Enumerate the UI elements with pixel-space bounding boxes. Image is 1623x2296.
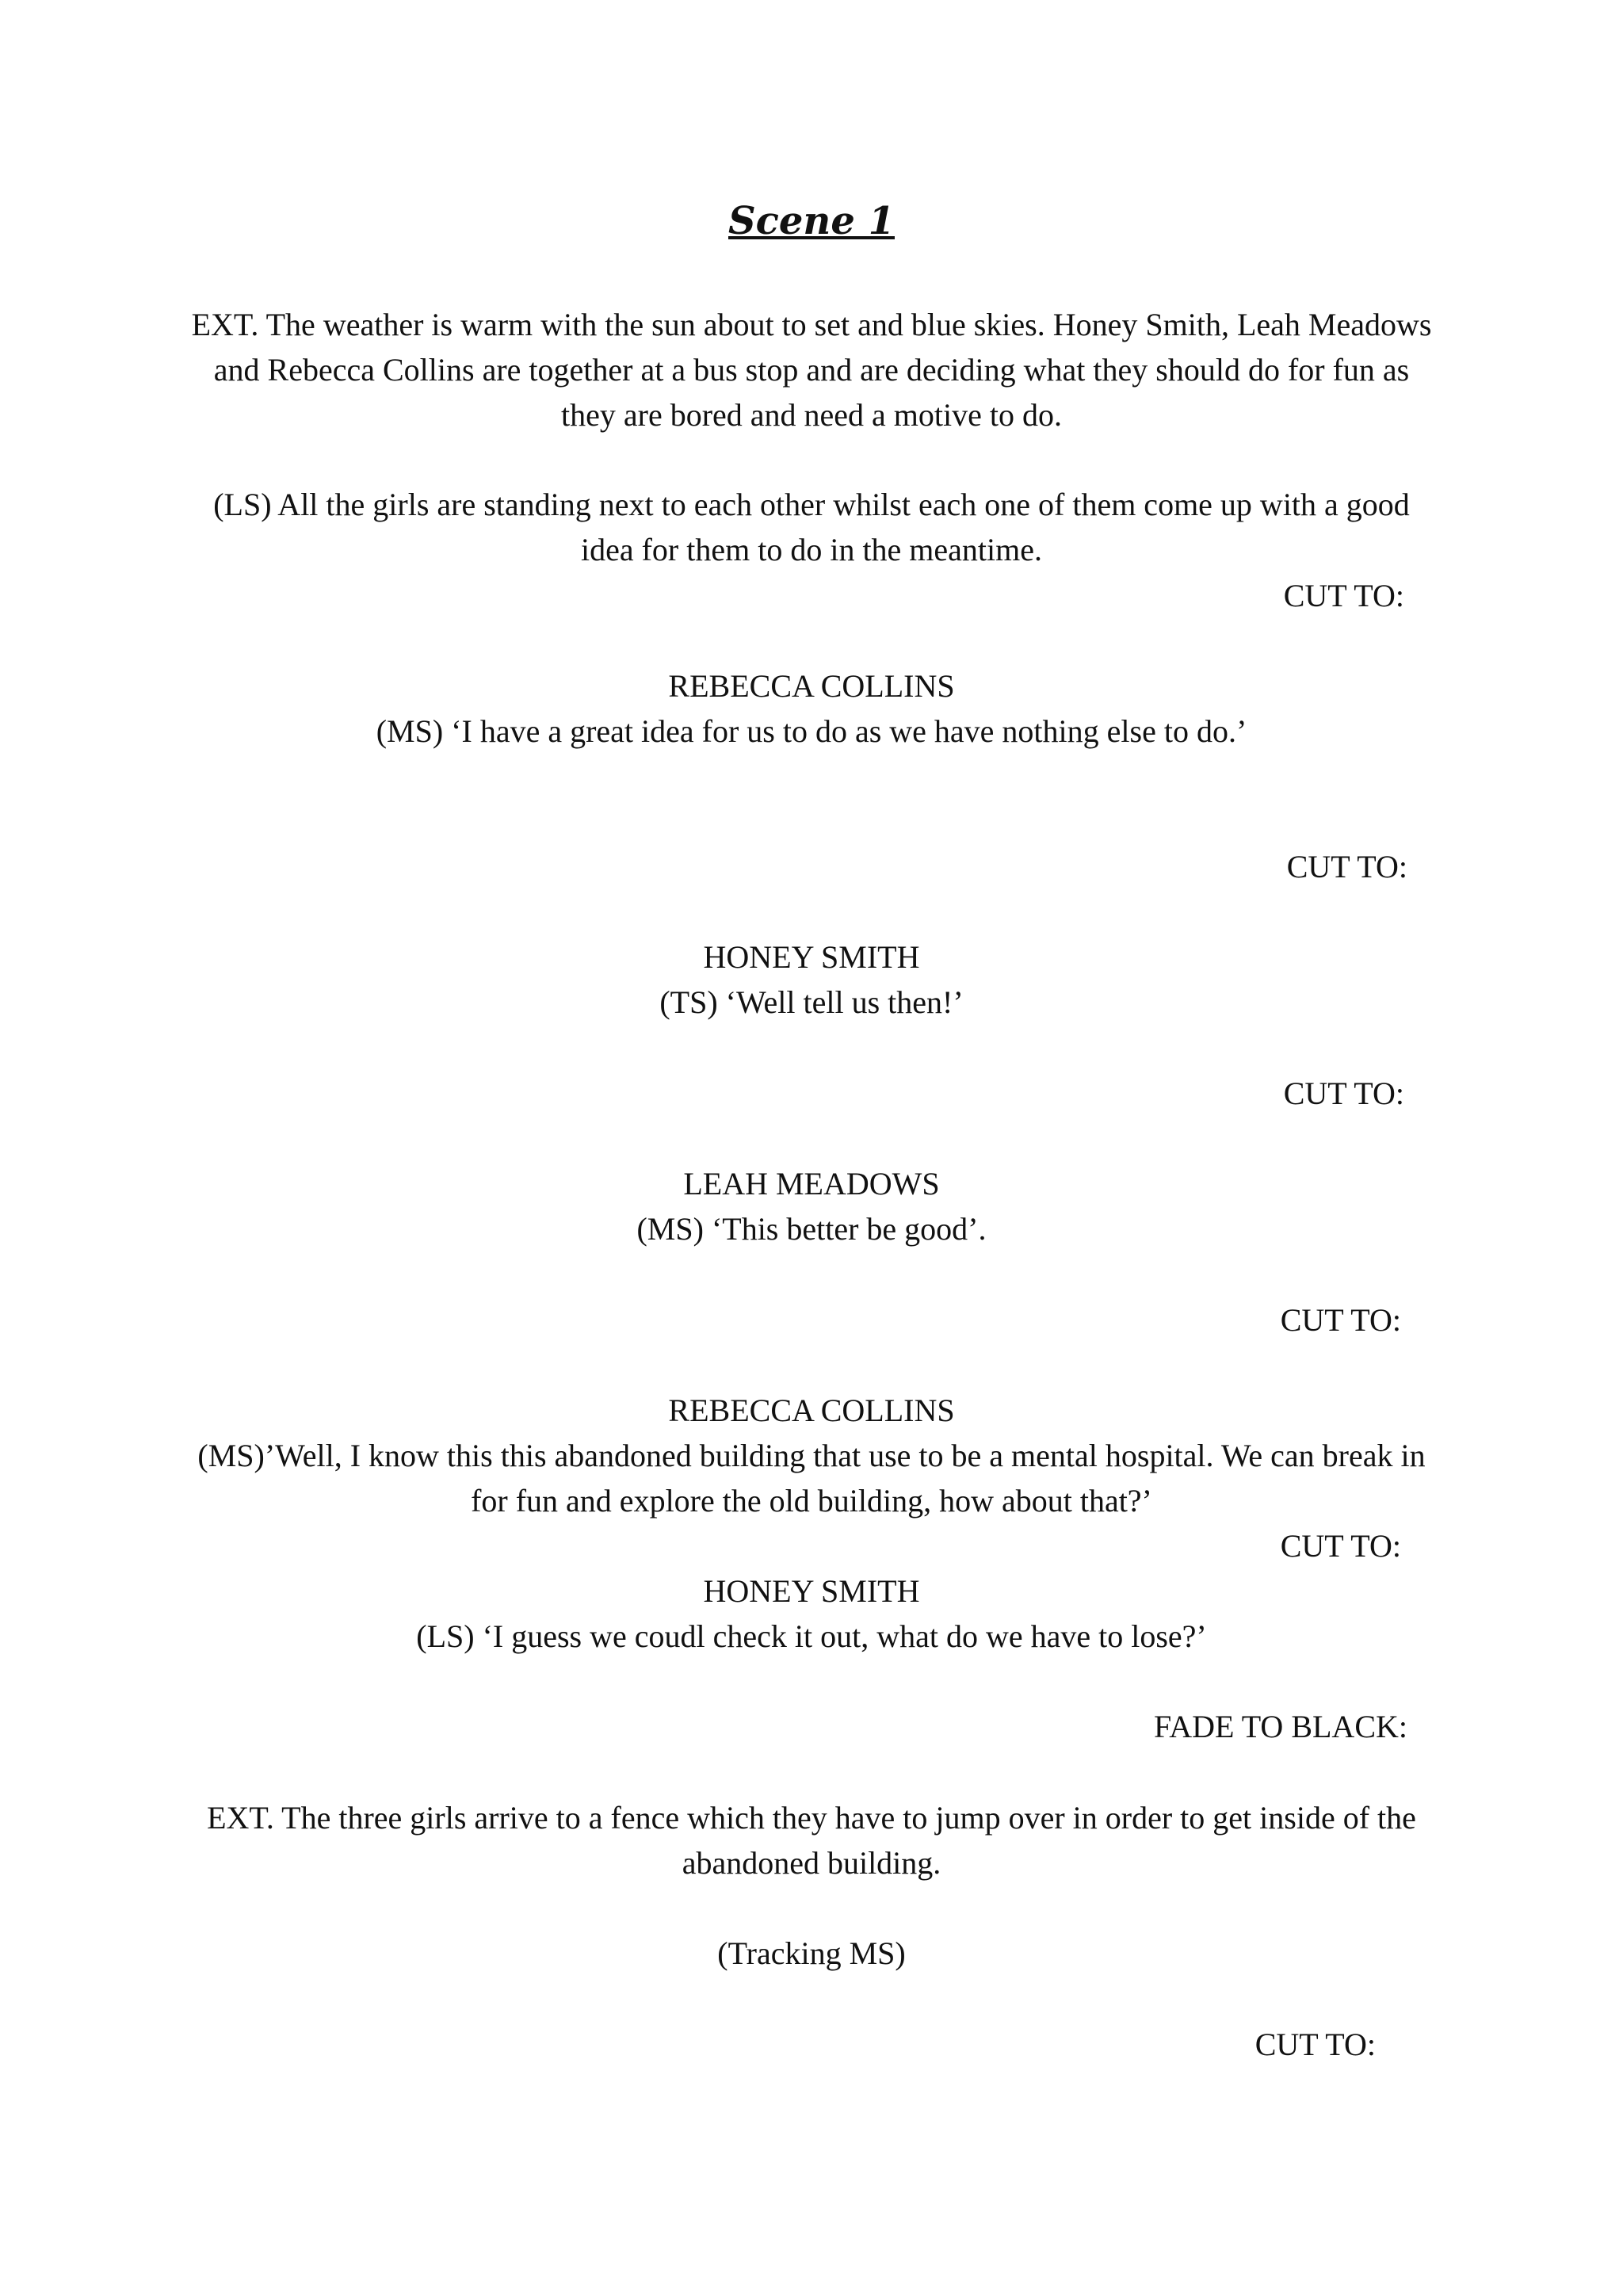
dialogue-line: (LS) ‘I guess we coudl check it out, what do we have to lose?’: [416, 1618, 1207, 1654]
transition-cut-to: CUT TO:: [1283, 1075, 1404, 1111]
transition-cut-to: CUT TO:: [1286, 849, 1407, 884]
character-name: LEAH MEADOWS: [683, 1166, 940, 1201]
character-name: REBECCA COLLINS: [668, 668, 955, 704]
shot-description: (LS) All the girls are standing next to each other whilst each one of them come up with a good idea for them to do in the meantime.: [213, 487, 1410, 567]
dialogue-line: (MS) ‘This better be good’.: [636, 1211, 987, 1247]
character-name: REBECCA COLLINS: [668, 1392, 955, 1428]
character-name: HONEY SMITH: [703, 939, 920, 975]
character-name: HONEY SMITH: [703, 1573, 920, 1609]
transition-cut-to: CUT TO:: [1280, 1528, 1401, 1564]
transition-cut-to: CUT TO:: [1283, 578, 1404, 613]
transition-cut-to: CUT TO:: [1280, 1302, 1401, 1338]
action-description: EXT. The three girls arrive to a fence which they have to jump over in order to get inside of the abandoned building.: [207, 1800, 1416, 1881]
dialogue-line: (MS) ‘I have a great idea for us to do as we have nothing else to do.’: [376, 713, 1247, 749]
action-description: EXT. The weather is warm with the sun about to set and blue skies. Honey Smith, Leah Meadows and Rebecca Collins are together at a bus stop and are deciding what they should do for fun as they are bored and need a motive to do.: [191, 307, 1432, 433]
dialogue-line: (TS) ‘Well tell us then!’: [659, 984, 964, 1020]
shot-description: (Tracking MS): [717, 1935, 906, 1971]
dialogue-line: (MS)’Well, I know this this abandoned building that use to be a mental hospital. We can break in for fun and explore the old building, how about that?’: [197, 1438, 1426, 1519]
transition-cut-to: CUT TO:: [1254, 2027, 1376, 2062]
transition-fade-to-black: FADE TO BLACK:: [1153, 1709, 1407, 1744]
scene-title: Scene 1: [728, 199, 895, 243]
